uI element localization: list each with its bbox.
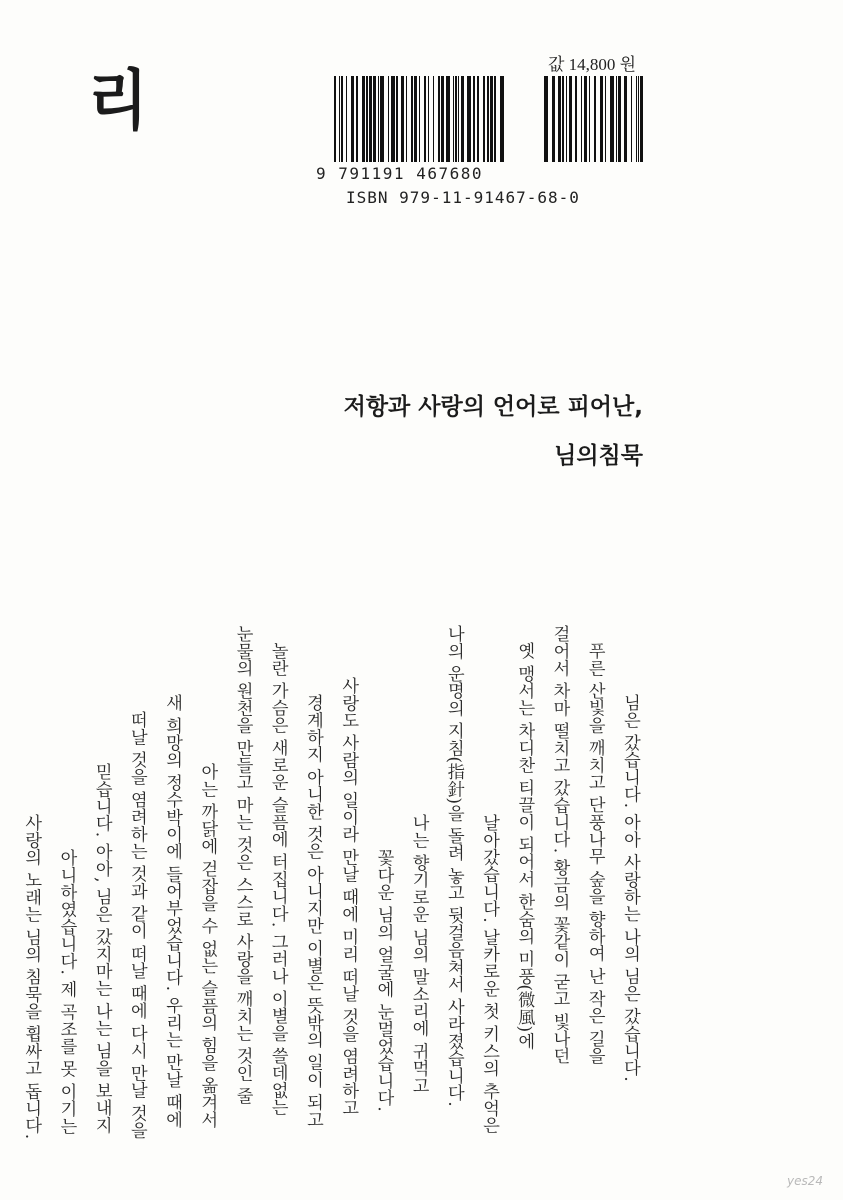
barcode-bar [419,76,420,162]
barcode-bar [441,76,444,162]
barcode-bar [616,76,617,162]
barcode-bar [373,76,376,162]
poem-column: 사랑도 사람의 일이라 만날 때에 미리 떠날 것을 염려하고 [338,676,359,1116]
poem-column: 걸어서 차마 떨치고 갔습니다. 황금의 꽃같이 굳고 빛나던 [549,625,570,1065]
poem-column: 떠날 것을 염려하는 것과 같이 떠날 때에 다시 만날 것을 [126,711,147,1139]
barcode-bar [424,76,426,162]
barcode-bar [483,76,485,162]
barcode-bar [558,76,561,162]
barcode-bar [494,76,496,162]
barcode-bar [562,76,564,162]
book-title: 님의침묵 [554,443,643,469]
tagline-line-1: 저항과 사랑의 언어로 피어난, [343,394,643,420]
barcode-bar [636,76,637,162]
poem-column: 나는 향기로운 님의 말소리에 귀먹고 [408,814,429,1095]
poem-column: 믿습니다. 아아, 님은 갔지마는 나는 님을 보내지 [91,762,112,1134]
poem-column: 님은 갔습니다. 아아 사랑하는 나의 님은 갔습니다. [619,693,640,1082]
barcode-bar [467,76,471,162]
barcode-bar [490,76,493,162]
poem-column: 옛 맹서는 차디찬 티끌이 되어서 한숨의 미풍(微風)에 [514,642,535,1050]
barcode-bar [569,76,572,162]
barcode-bar [369,76,372,162]
poem-column: 사랑의 노래는 님의 침묵을 휩싸고 돕니다. [21,814,42,1140]
poem-column: 경계하지 아니한 것은 아니지만 이별은 뜻밖의 일이 되고 [302,693,323,1128]
barcode-bar [605,76,606,162]
barcode-bar [362,76,365,162]
barcode-bar [446,76,450,162]
barcode-bar [566,76,567,162]
isbn-barcode [316,76,646,216]
barcode-bar [600,76,603,162]
poem-column: 꽃다운 님의 얼굴에 눈멀었습니다. [373,848,394,1112]
barcode-bar [473,76,475,162]
poem-column: 놀란 가슴은 새로운 슬픔에 터집니다. 그러나 이별을 쓸데없는 [267,642,288,1116]
barcode-bar [406,76,407,162]
barcode-bar [589,76,590,162]
barcode-bar [433,76,434,162]
barcode-bar [631,76,632,162]
barcode-bar [401,76,404,162]
barcode-bar [594,76,596,162]
barcode-bar [455,76,457,162]
barcode-bars [316,76,646,162]
barcode-bar [380,76,384,162]
poem-column: 눈물의 원천을 만들고 마는 것은 스스로 사랑을 깨치는 것인 줄 [232,625,253,1105]
barcode-bar [581,76,582,162]
barcode-bar [584,76,587,162]
barcode-bar [428,76,429,162]
poem-text [22,625,638,1185]
barcode-bar [411,76,413,162]
barcode-bar [640,76,643,162]
barcode-bar [487,76,489,162]
barcode-bar [638,76,639,162]
barcode-bar [618,76,621,162]
barcode-bar [477,76,479,162]
barcode-bar [391,76,395,162]
barcode-bar [396,76,398,162]
barcode-bar [458,76,459,162]
publisher-logo: 리 [88,62,144,139]
barcode-bar [346,76,347,162]
poem-column: 나의 운명의 지침(指針)을 돌려 놓고 뒷걸음쳐서 사라졌습니다. [443,625,464,1107]
poem-column: 아는 까닭에 걷잡을 수 없는 슬픔의 힘을 옮겨서 [197,762,218,1128]
barcode-bar [388,76,389,162]
barcode-bar [339,76,340,162]
barcode-bar [624,76,627,162]
watermark: yes24 [786,1174,823,1188]
barcode-bar [414,76,417,162]
barcode-bar [351,76,354,162]
poem-column: 새 희망의 정수박이에 들어부었습니다. 우리는 만날 때에 [162,693,183,1128]
barcode-bar [544,76,548,162]
barcode-bar [356,76,358,162]
barcode-bar [341,76,343,162]
barcode-digits: 9 791191 467680 [316,164,483,183]
barcode-bar [378,76,379,162]
poem-column: 푸른 산빛을 깨치고 단풍나무 숲을 향하여 난 작은 길을 [584,642,605,1065]
tagline [344,396,643,468]
barcode-bar [552,76,555,162]
barcode-bar [366,76,368,162]
poem-column: 아니하였습니다. 제 곡조를 못 이기는 [56,848,77,1134]
barcode-bar [461,76,464,162]
barcode-bar [334,76,336,162]
isbn-number: ISBN 979-11-91467-68-0 [346,188,580,207]
barcode-bar [453,76,454,162]
barcode-bar [500,76,504,162]
barcode-bar [438,76,440,162]
barcode-bar [575,76,577,162]
poem-column: 날아갔습니다. 날카로운 첫 키스의 추억은 [479,814,500,1134]
barcode-bar [610,76,614,162]
price-label: 값 14,800 원 [548,55,637,74]
